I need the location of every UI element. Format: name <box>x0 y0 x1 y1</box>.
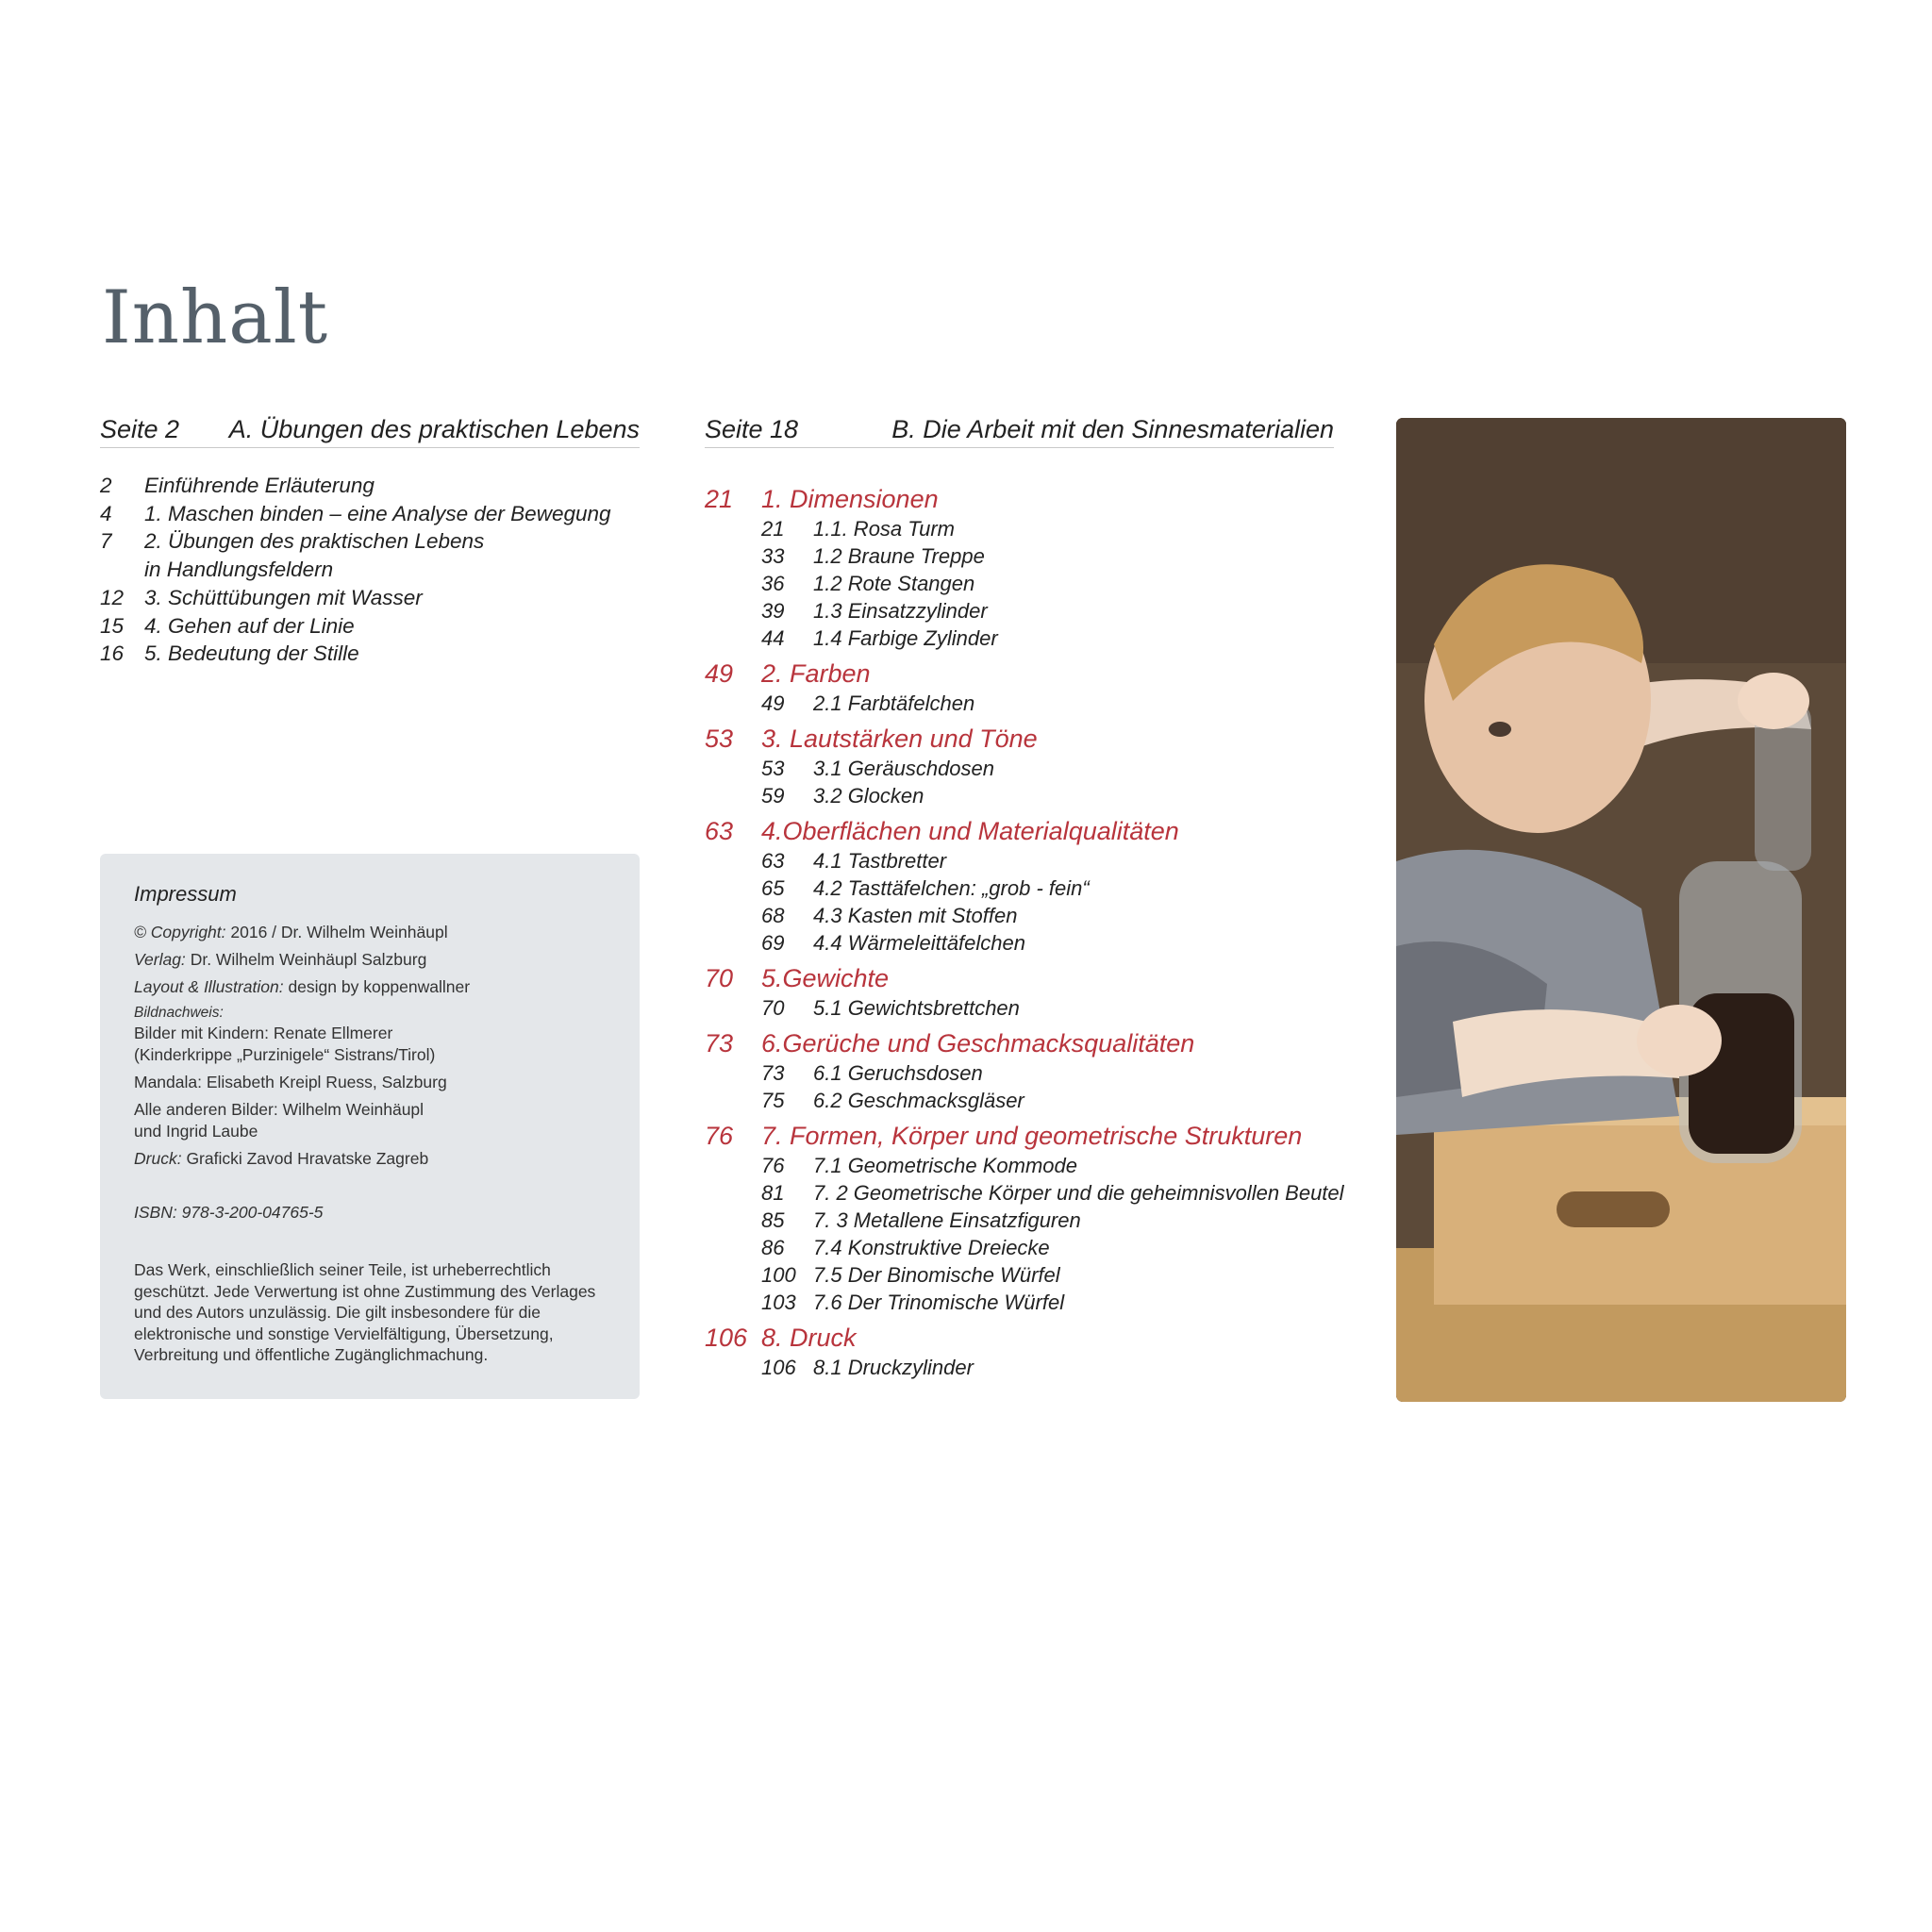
list-item: 44 1.4 Farbige Zylinder <box>761 626 998 650</box>
list-item: 36 1.2 Rote Stangen <box>761 572 975 595</box>
section-a-page: Seite 2 <box>100 415 180 443</box>
section-b-page: Seite 18 <box>705 415 799 443</box>
toc-section-heading: 63 4.Oberflächen und Materialqualitäten <box>705 817 1179 845</box>
toc-section-heading: 73 6.Gerüche und Geschmacksqualitäten <box>705 1029 1195 1058</box>
toc-section <box>705 815 1346 957</box>
toc-section-heading: 49 2. Farben <box>705 659 871 688</box>
list-item: 106 8.1 Druckzylinder <box>761 1356 974 1379</box>
list-item: 4 1. Maschen binden – eine Analyse der Bewegung <box>100 501 611 525</box>
list-item: 12 3. Schüttübungen mit Wasser <box>100 585 423 609</box>
layout-line: Layout & Illustration: design by koppenwallner <box>134 977 471 996</box>
list-item: 39 1.3 Einsatzzylinder <box>761 599 988 623</box>
toc-section <box>705 1120 1346 1316</box>
list-item: 103 7.6 Der Trinomische Würfel <box>761 1291 1065 1314</box>
andere-bilder-block: Alle anderen Bilder: Wilhelm Weinhäupl und Ingrid Laube <box>134 1100 425 1141</box>
list-item: 70 5.1 Gewichtsbrettchen <box>761 996 1020 1020</box>
toc-section <box>705 962 1346 1022</box>
page-title: Inhalt <box>102 275 329 360</box>
section-b-list <box>705 483 1346 1387</box>
list-item: 2 Einführende Erläuterung <box>100 474 375 497</box>
bildnachweis-block: Bildnachweis: Bilder mit Kindern: Renate Ellmerer (Kinderkrippe „Purzinigele“ Sistrans/Tirol) <box>134 1005 436 1064</box>
toc-section <box>705 1322 1346 1381</box>
list-item: 7 2. Übungen des praktischen Lebens <box>100 529 485 554</box>
list-item: 76 7.1 Geometrische Kommode <box>761 1154 1078 1177</box>
toc-section <box>705 723 1346 809</box>
copyright-line: © Copyright: 2016 / Dr. Wilhelm Weinhäupl <box>134 923 448 941</box>
section-a-list <box>100 472 666 668</box>
child-photo <box>1396 418 1846 1402</box>
list-item: 75 6.2 Geschmacksgläser <box>761 1089 1024 1112</box>
toc-section <box>705 483 1346 652</box>
list-item: 49 2.1 Farbtäfelchen <box>761 691 975 715</box>
mandala-line: Mandala: Elisabeth Kreipl Ruess, Salzburg <box>134 1073 447 1091</box>
section-a-header <box>100 415 640 448</box>
list-item: 21 1.1. Rosa Turm <box>761 517 955 541</box>
isbn: ISBN: 978-3-200-04765-5 <box>134 1203 324 1222</box>
list-item: 65 4.2 Tasttäfelchen: „grob - fein“ <box>761 876 1090 900</box>
list-item: 16 5. Bedeutung der Stille <box>100 641 359 666</box>
list-item: 59 3.2 Glocken <box>761 784 924 808</box>
verlag-line: Verlag: Dr. Wilhelm Weinhäupl Salzburg <box>134 950 427 969</box>
druck-line: Druck: Graficki Zavod Hravatske Zagreb <box>134 1149 429 1168</box>
section-a-title: A. Übungen des praktischen Lebens <box>228 415 640 443</box>
list-item: 15 4. Gehen auf der Linie <box>100 613 355 638</box>
list-item: 85 7. 3 Metallene Einsatzfiguren <box>761 1208 1081 1232</box>
toc-section <box>705 1027 1346 1114</box>
section-b-header <box>705 415 1334 448</box>
list-item: 69 4.4 Wärmeleittäfelchen <box>761 931 1025 955</box>
toc-section-heading: 70 5.Gewichte <box>705 964 890 992</box>
toc-section-heading: 21 1. Dimensionen <box>705 485 939 513</box>
list-item: 73 6.1 Geruchsdosen <box>761 1061 983 1085</box>
photo-illustration <box>1396 418 1846 1402</box>
list-item: 63 4.1 Tastbretter <box>761 849 947 873</box>
list-item: 33 1.2 Braune Treppe <box>761 544 985 568</box>
toc-section-heading: 53 3. Lautstärken und Töne <box>705 724 1038 753</box>
list-item-continuation: in Handlungsfeldern <box>144 558 334 582</box>
section-b-title: B. Die Arbeit mit den Sinnesmaterialien <box>891 415 1334 443</box>
list-item: 81 7. 2 Geometrische Körper und die geheimnisvollen Beutel <box>761 1181 1344 1205</box>
impressum-box <box>100 854 640 1399</box>
toc-section-heading: 76 7. Formen, Körper und geometrische Strukturen <box>705 1122 1303 1150</box>
list-item: 86 7.4 Konstruktive Dreiecke <box>761 1236 1050 1259</box>
list-item: 68 4.3 Kasten mit Stoffen <box>761 904 1018 927</box>
list-item: 53 3.1 Geräuschdosen <box>761 757 995 780</box>
toc-section-heading: 106 8. Druck <box>705 1324 857 1352</box>
list-item: 100 7.5 Der Binomische Würfel <box>761 1263 1060 1287</box>
legal-notice: Das Werk, einschließlich seiner Teile, ist urheberrechtlich geschützt. Jede Verwertung ist ohne Zustimmung des Verlages und des Autors unzulässig. Die gilt insbesondere für die elektronische und sonstige Vervielfältigung, Übersetzung, Verbreitung und öffentliche Zugänglichmachung. <box>134 1260 596 1364</box>
toc-section <box>705 658 1346 717</box>
impressum-title: Impressum <box>134 882 237 906</box>
